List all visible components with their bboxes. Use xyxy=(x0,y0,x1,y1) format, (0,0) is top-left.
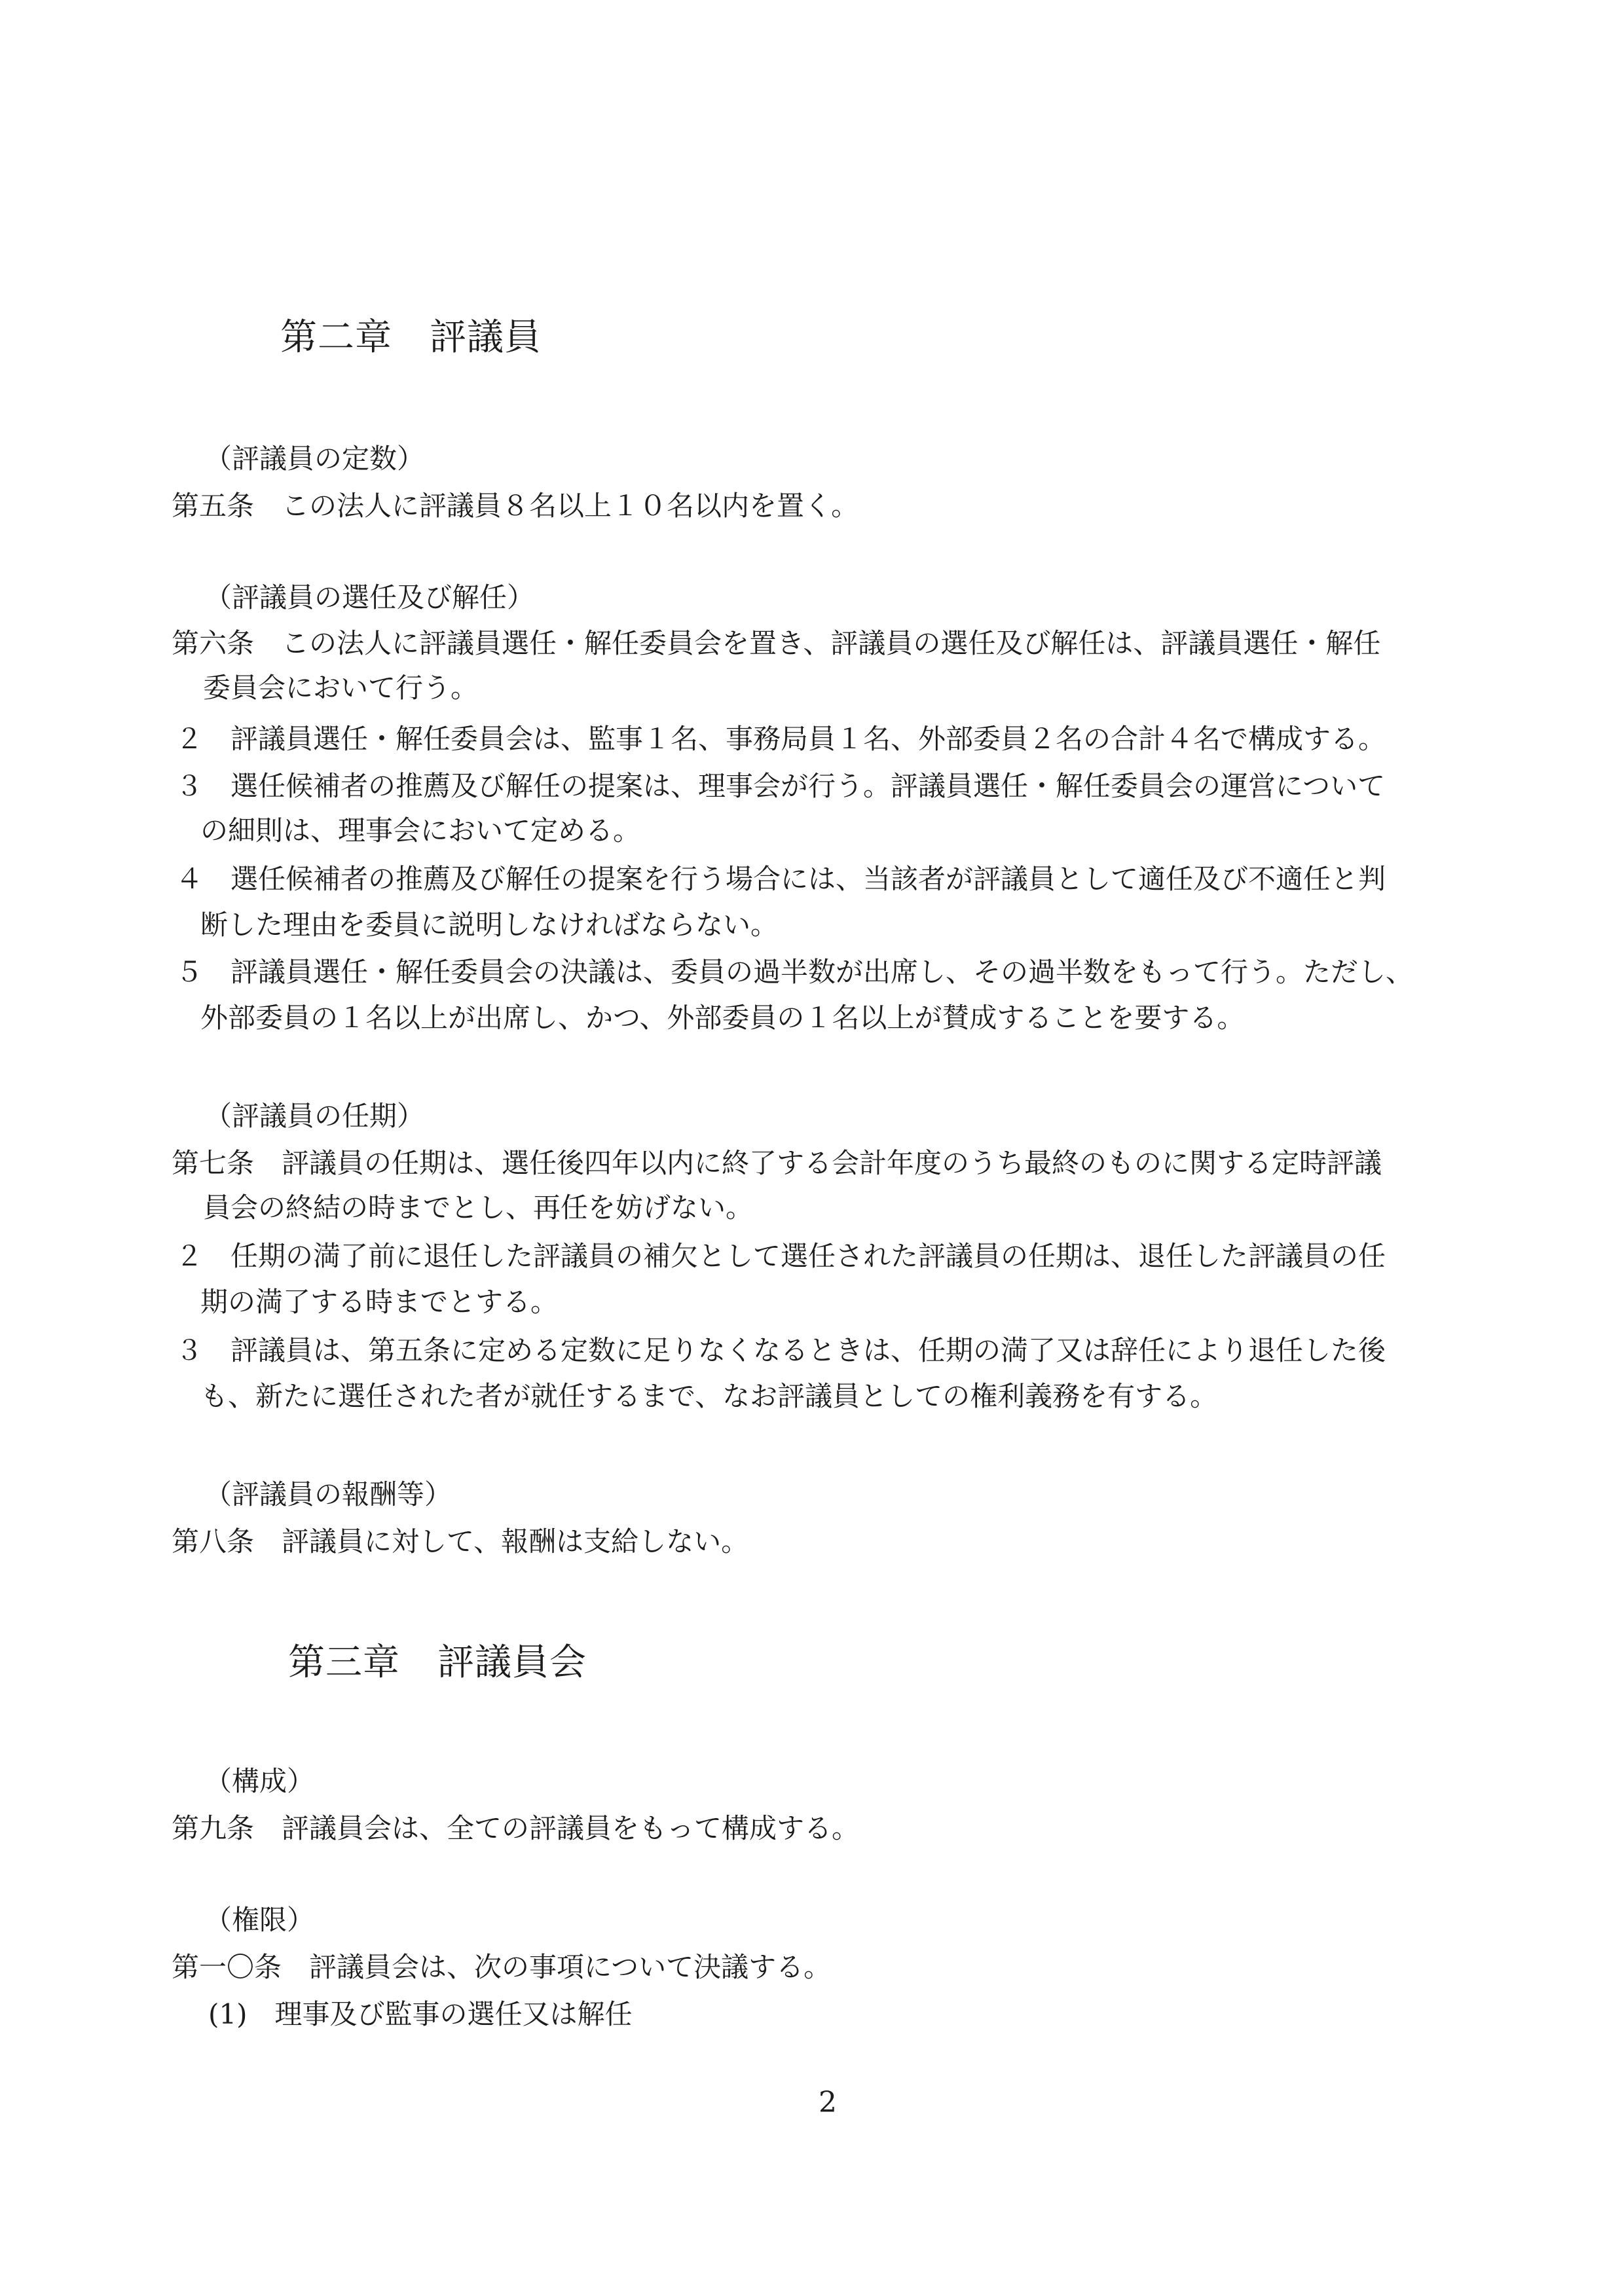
article-6-paragraph-4-cont: 断した理由を委員に説明しなければならない。 xyxy=(200,909,779,941)
article-7-paragraph-3: ３ 評議員は、第五条に定める定数に足りなくなるときは、任期の満了又は辞任により退任した後 xyxy=(175,1334,1386,1366)
page-number: 2 xyxy=(819,2086,837,2119)
article-8-line-1: 第八条 評議員に対して、報酬は支給しない。 xyxy=(172,1525,749,1558)
article-10-line-1: 第一〇条 評議員会は、次の事項について決議する。 xyxy=(172,1951,832,1983)
article-9-line-1: 第九条 評議員会は、全ての評議員をもって構成する。 xyxy=(172,1812,860,1844)
article-6-paragraph-5: ５ 評議員選任・解任委員会の決議は、委員の過半数が出席し、その過半数をもって行う。ただし、 xyxy=(175,956,1414,988)
article-6-line-2: 委員会において行う。 xyxy=(203,672,479,704)
article-8-heading: （評議員の報酬等） xyxy=(204,1478,452,1510)
article-6-paragraph-3-cont: の細則は、理事会において定める。 xyxy=(200,814,641,847)
article-10-heading: （権限） xyxy=(204,1904,315,1936)
chapter-3-title: 第三章 評議員会 xyxy=(288,1641,587,1684)
article-7-line-1: 第七条 評議員の任期は、選任後四年以内に終了する会計年度のうち最終のものに関する定時評議 xyxy=(172,1147,1382,1179)
article-9-heading: （構成） xyxy=(204,1765,315,1797)
article-6-paragraph-2: ２ 評議員選任・解任委員会は、監事１名、事務局員１名、外部委員２名の合計４名で構成する。 xyxy=(175,723,1386,755)
article-7-line-2: 員会の終結の時までとし、再任を妨げない。 xyxy=(203,1192,754,1224)
article-5-heading: （評議員の定数） xyxy=(204,443,425,475)
chapter-2-title: 第二章 評議員 xyxy=(280,316,542,359)
article-7-paragraph-2-cont: 期の満了する時までとする。 xyxy=(200,1286,559,1318)
article-7-paragraph-3-cont: も、新たに選任された者が就任するまで、なお評議員としての権利義務を有する。 xyxy=(200,1380,1218,1412)
article-6-heading: （評議員の選任及び解任） xyxy=(204,581,535,613)
article-6-line-1: 第六条 この法人に評議員選任・解任委員会を置き、評議員の選任及び解任は、評議員選任・解任 xyxy=(172,627,1381,659)
article-6-paragraph-4: ４ 選任候補者の推薦及び解任の提案を行う場合には、当該者が評議員として適任及び不適任と判 xyxy=(175,863,1386,895)
article-5-line-1: 第五条 この法人に評議員８名以上１０名以内を置く。 xyxy=(172,490,859,522)
article-7-paragraph-2: ２ 任期の満了前に退任した評議員の補欠として選任された評議員の任期は、退任した評議員の任 xyxy=(175,1240,1386,1272)
article-6-paragraph-5-cont: 外部委員の１名以上が出席し、かつ、外部委員の１名以上が賛成することを要する。 xyxy=(200,1002,1245,1034)
article-10-item-1: (1) 理事及び監事の選任又は解任 xyxy=(208,1998,633,2030)
article-6-paragraph-3: ３ 選任候補者の推薦及び解任の提案は、理事会が行う。評議員選任・解任委員会の運営について xyxy=(175,770,1386,802)
article-7-heading: （評議員の任期） xyxy=(204,1100,425,1132)
